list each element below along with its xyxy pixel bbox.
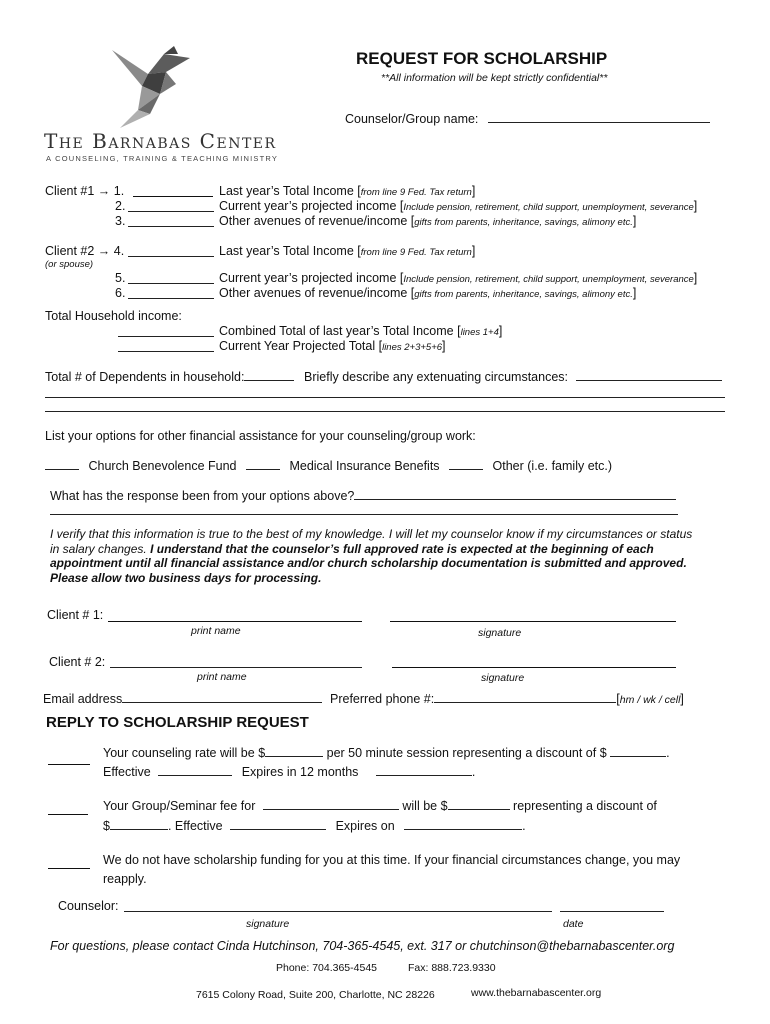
reply-group-check[interactable] xyxy=(48,814,88,815)
signature-caption-1: signature xyxy=(478,627,522,639)
response-row xyxy=(50,488,676,503)
line2-num: 2. xyxy=(115,199,126,213)
client2-signature-field[interactable] xyxy=(392,667,676,668)
dependents-label: Total # of Dependents in household: xyxy=(45,370,245,384)
response-label: What has the response been from your options above? xyxy=(50,489,355,503)
church-label: Church Benevolence Fund xyxy=(88,459,237,473)
counselor-signature-field[interactable] xyxy=(124,911,552,912)
reply-title: REPLY TO SCHOLARSHIP REQUEST xyxy=(46,714,309,731)
phone-type-options: hm / wk / cell xyxy=(619,694,681,706)
line6-field[interactable] xyxy=(128,298,214,299)
rate-effective-field[interactable] xyxy=(158,764,232,776)
verify-bold-text: I understand that the counselor’s full approved rate is expected at the beginning of each appointment until all financial assistance and/or church scholarship documentation is submitted and approved. Please allow two business days for processing. xyxy=(50,541,687,585)
client2-row-5: Current year’s projected income [Include pension, retirement, child support, unemployment, severance] xyxy=(219,271,698,285)
response-field[interactable] xyxy=(354,488,676,500)
counselor-group-field[interactable] xyxy=(488,111,710,123)
other-check-field[interactable] xyxy=(449,458,483,470)
client2-label: Client #2 → 4. xyxy=(45,244,125,258)
client1-row-1: Last year’s Total Income [from line 9 Fed. Tax return] xyxy=(219,184,476,198)
medical-check-field[interactable] xyxy=(246,458,280,470)
circumstances-field[interactable] xyxy=(576,369,722,381)
nofund-text: We do not have scholarship funding for you at this time. If your financial circumstances change, you may xyxy=(103,853,681,867)
options-row xyxy=(45,458,612,473)
dove-icon xyxy=(104,44,194,130)
client2-row-4: Last year’s Total Income [from line 9 Fed. Tax return] xyxy=(219,244,476,258)
counselor-group-row xyxy=(345,111,710,126)
verify-text: I verify that this information is true to the best of my knowledge. I will let my counselor know if my circumstances or status in salary changes. xyxy=(50,527,693,556)
client1-print-name-field[interactable] xyxy=(108,621,362,622)
group-effective-field[interactable] xyxy=(230,818,326,830)
questions-contact: For questions, please contact Cinda Hutchinson, 704-365-4545, ext. 317 or chutchinson@thebarnabascenter.org xyxy=(50,939,675,953)
counselor-sign-label: Counselor: xyxy=(58,899,119,913)
group-expires-field[interactable] xyxy=(404,818,522,830)
page-title: REQUEST FOR SCHOLARSHIP xyxy=(356,49,608,68)
client1-row-2: Current year’s projected income [Include pension, retirement, child support, unemployment, severance] xyxy=(219,199,698,213)
group-discount-field[interactable] xyxy=(110,818,168,830)
line5-num: 5. xyxy=(115,271,126,285)
circumstances-line-3[interactable] xyxy=(45,411,725,412)
footer-fax: Fax: 888.723.9330 xyxy=(408,962,496,974)
line6-num: 6. xyxy=(115,286,126,300)
client2-print-name-field[interactable] xyxy=(110,667,362,668)
signature-caption-2: signature xyxy=(481,672,525,684)
client2-sign-label: Client # 2: xyxy=(49,655,106,669)
email-field[interactable] xyxy=(122,691,322,703)
confidential-note: **All information will be kept strictly confidential** xyxy=(381,72,608,84)
rate-expires-field[interactable] xyxy=(376,764,472,776)
client2-row-6: Other avenues of revenue/income [gifts from parents, inheritance, savings, alimony etc.] xyxy=(219,286,637,300)
phone-row: Preferred phone #: [hm / wk / cell] xyxy=(330,692,684,706)
nofund-text-2: reapply. xyxy=(103,872,147,886)
rate-discount-field[interactable] xyxy=(610,745,666,757)
counselor-date-caption: date xyxy=(563,918,584,930)
line2-field[interactable] xyxy=(128,211,214,212)
response-line-2[interactable] xyxy=(50,514,678,515)
line5-field[interactable] xyxy=(128,283,214,284)
group-fee-field[interactable] xyxy=(448,798,510,810)
logo-tagline: A COUNSELING, TRAINING & TEACHING MINISTRY xyxy=(46,154,279,163)
projected-total-row: Current Year Projected Total [lines 2+3+5+6] xyxy=(219,339,446,353)
line1-field[interactable] xyxy=(133,196,213,197)
footer-website[interactable]: www.thebarnabascenter.org xyxy=(471,987,602,999)
client1-signature-field[interactable] xyxy=(390,621,676,622)
dependents-row xyxy=(45,369,294,384)
client1-row-3: Other avenues of revenue/income [gifts from parents, inheritance, savings, alimony etc.] xyxy=(219,214,637,228)
combined-total-row: Combined Total of last year’s Total Income [lines 1+4] xyxy=(219,324,503,338)
rate-effective-row: Effective Expires in 12 months . xyxy=(103,765,476,779)
combined-total-field[interactable] xyxy=(118,336,214,337)
line4-field[interactable] xyxy=(128,256,214,257)
email-label: Email address xyxy=(43,692,123,706)
print-name-caption-2: print name xyxy=(197,671,247,683)
line3-num: 3. xyxy=(115,214,126,228)
group-row: Your Group/Seminar fee for will be $ representing a discount of xyxy=(103,799,657,813)
medical-label: Medical Insurance Benefits xyxy=(289,459,440,473)
household-label: Total Household income: xyxy=(45,309,182,323)
footer-phone: Phone: 704.365-4545 xyxy=(276,962,378,974)
phone-field[interactable] xyxy=(434,691,616,703)
client1-label: Client #1 → 1. xyxy=(45,184,125,198)
projected-total-field[interactable] xyxy=(118,351,214,352)
group-name-field[interactable] xyxy=(263,798,399,810)
logo-name: The Barnabas Center xyxy=(44,129,277,153)
counselor-signature-caption: signature xyxy=(246,918,290,930)
counselor-date-field[interactable] xyxy=(560,911,664,912)
client1-sign-label: Client # 1: xyxy=(47,608,104,622)
circumstances-line-2[interactable] xyxy=(45,397,725,398)
rate-row: Your counseling rate will be $ per 50 minute session representing a discount of $ . xyxy=(103,746,670,760)
footer-address: 7615 Colony Road, Suite 200, Charlotte, NC 28226 xyxy=(196,989,435,1001)
phone-label: Preferred phone #: xyxy=(330,692,435,706)
circumstances-row xyxy=(304,369,722,384)
verify-paragraph xyxy=(50,527,700,585)
options-label: List your options for other financial assistance for your counseling/group work: xyxy=(45,429,476,443)
line3-field[interactable] xyxy=(128,226,214,227)
group-effective-row: $ . Effective Expires on . xyxy=(103,819,526,833)
email-row xyxy=(43,691,322,706)
other-label: Other (i.e. family etc.) xyxy=(492,459,613,473)
circumstances-label: Briefly describe any extenuating circumstances: xyxy=(304,370,569,384)
client2-sublabel: (or spouse) xyxy=(45,259,94,270)
reply-rate-check[interactable] xyxy=(48,764,90,765)
print-name-caption-1: print name xyxy=(191,625,241,637)
dependents-field[interactable] xyxy=(244,369,294,381)
reply-nofund-check[interactable] xyxy=(48,868,90,869)
rate-amount-field[interactable] xyxy=(265,745,323,757)
counselor-group-label: Counselor/Group name: xyxy=(345,112,479,126)
church-check-field[interactable] xyxy=(45,458,79,470)
